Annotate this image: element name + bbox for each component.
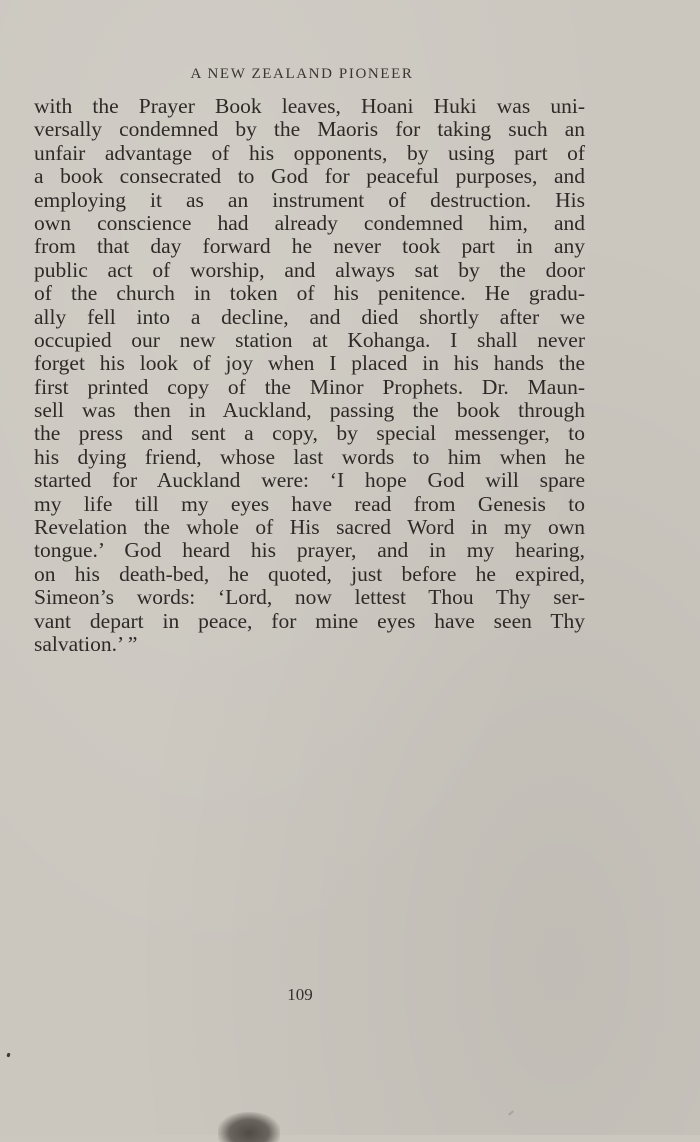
- text-line: vant depart in peace, for mine eyes have seen Thy: [34, 608, 585, 633]
- body-paragraph: [34, 95, 585, 656]
- running-head-text: A NEW ZEALAND PIONEER: [190, 66, 414, 82]
- text-line: sell was then in Auckland, passing the book through: [34, 398, 585, 423]
- paper-mark: [508, 1110, 514, 1115]
- text-line: tongue.’ God heard his prayer, and in my hearing,: [34, 538, 585, 563]
- text-line: started for Auckland were: ‘I hope God will spare: [34, 468, 585, 493]
- text-line: own conscience had already condemned him, and: [34, 210, 585, 235]
- text-line: occupied our new station at Kohanga. I shall never: [34, 327, 585, 352]
- text-line: of the church in token of his penitence. He gradu-: [34, 281, 585, 306]
- text-line: his dying friend, whose last words to him when he: [34, 444, 585, 469]
- thumb-shadow: [218, 1112, 280, 1142]
- text-line: unfair advantage of his opponents, by using part of: [34, 140, 585, 165]
- text-line: versally condemned by the Maoris for taking such an: [34, 117, 585, 142]
- text-line: from that day forward he never took part in any: [34, 234, 585, 259]
- text-line: forget his look of joy when I placed in his hands the: [34, 351, 585, 376]
- text-line: first printed copy of the Minor Prophets. Dr. Maun-: [34, 374, 585, 399]
- text-line: Revelation the whole of His sacred Word in my own: [34, 515, 585, 540]
- text-line: a book consecrated to God for peaceful purposes, and: [34, 164, 585, 189]
- text-line: Simeon’s words: ‘Lord, now lettest Thou Thy ser-: [34, 585, 585, 610]
- text-line: ally fell into a decline, and died shortly after we: [34, 304, 585, 329]
- text-line: with the Prayer Book leaves, Hoani Huki was uni-: [34, 94, 585, 118]
- text-line: employing it as an instrument of destruction. His: [34, 187, 585, 212]
- text-line: on his death-bed, he quoted, just before he expired,: [34, 561, 585, 586]
- text-line: public act of worship, and always sat by the door: [34, 257, 585, 282]
- text-line: the press and sent a copy, by special messenger, to: [34, 421, 585, 446]
- page-number: 109: [287, 985, 313, 1004]
- running-head: [0, 66, 620, 83]
- text-line: my life till my eyes have read from Genesis to: [34, 491, 585, 516]
- text-line-last: salvation.’ ”: [34, 631, 138, 656]
- paper-speck: [6, 1053, 10, 1058]
